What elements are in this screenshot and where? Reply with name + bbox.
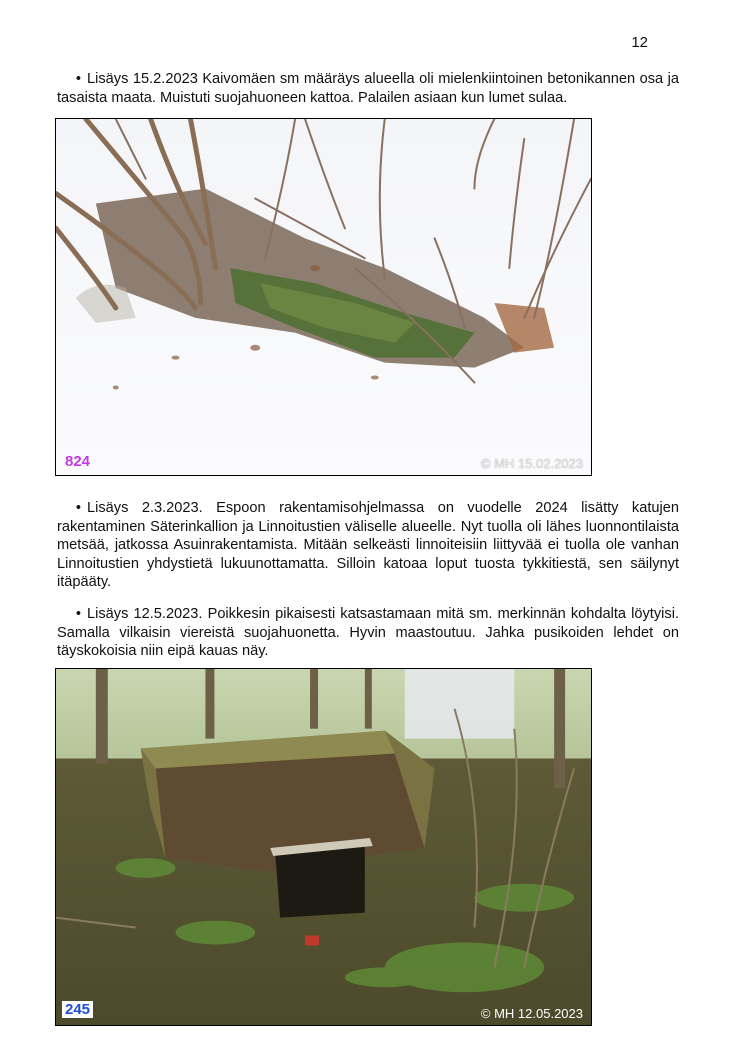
forest-shelter-image [56,669,591,1025]
photo-number: 245 [62,1001,93,1018]
paragraph-2 [57,499,679,592]
photo-credit: © MH 12.05.2023 [480,1006,583,1021]
bullet: • [75,71,81,87]
paragraph-text: Lisäys 2.3.2023. Espoon rakentamisohjelmassa on vuodelle 2024 lisätty katujen rakentaminen Säterinkallion ja Linnoitustien väliselle alueelle. Nyt tuolla oli lähes luonnontilaista metsää, jatkossa Asuinrakentamista. Mitään selkeästi linnoiteisiin liittyvää ei tuolla ole vanhan Linnoitustien yhdystietä lukuunottamatta. Silloin katoaa loput tuosta tykkitiestä, sen säilynyt itäpääty. [57,500,679,591]
photo-number: 824 [65,453,91,470]
snow-scene-image [56,119,591,475]
paragraph-text: Lisäys 15.2.2023 Kaivomäen sm määräys alueella oli mielenkiintoinen betonikannen osa ja tasaista maata. Muistuti suojahuoneen kattoa. Palailen asiaan kun lumet sulaa. [57,71,679,106]
photo-shelter-in-forest [55,668,592,1026]
paragraph-3 [57,605,679,661]
photo-snow-concrete-slab [55,118,592,476]
paragraph-1 [57,70,679,107]
page-number: 12 [631,34,648,51]
paragraph-text: Lisäys 12.5.2023. Poikkesin pikaisesti katsastamaan mitä sm. merkinnän kohdalta löytyisi. Samalla vilkaisin viereistä suojahuonetta. Hyvin maastoutuu. Jahka pusikoiden lehdet on täyskokoisia niin eipä kauas näy. [57,606,679,660]
bullet: • [75,606,81,622]
bullet: • [75,500,81,516]
photo-credit: © MH 15.02.2023 [480,456,583,471]
